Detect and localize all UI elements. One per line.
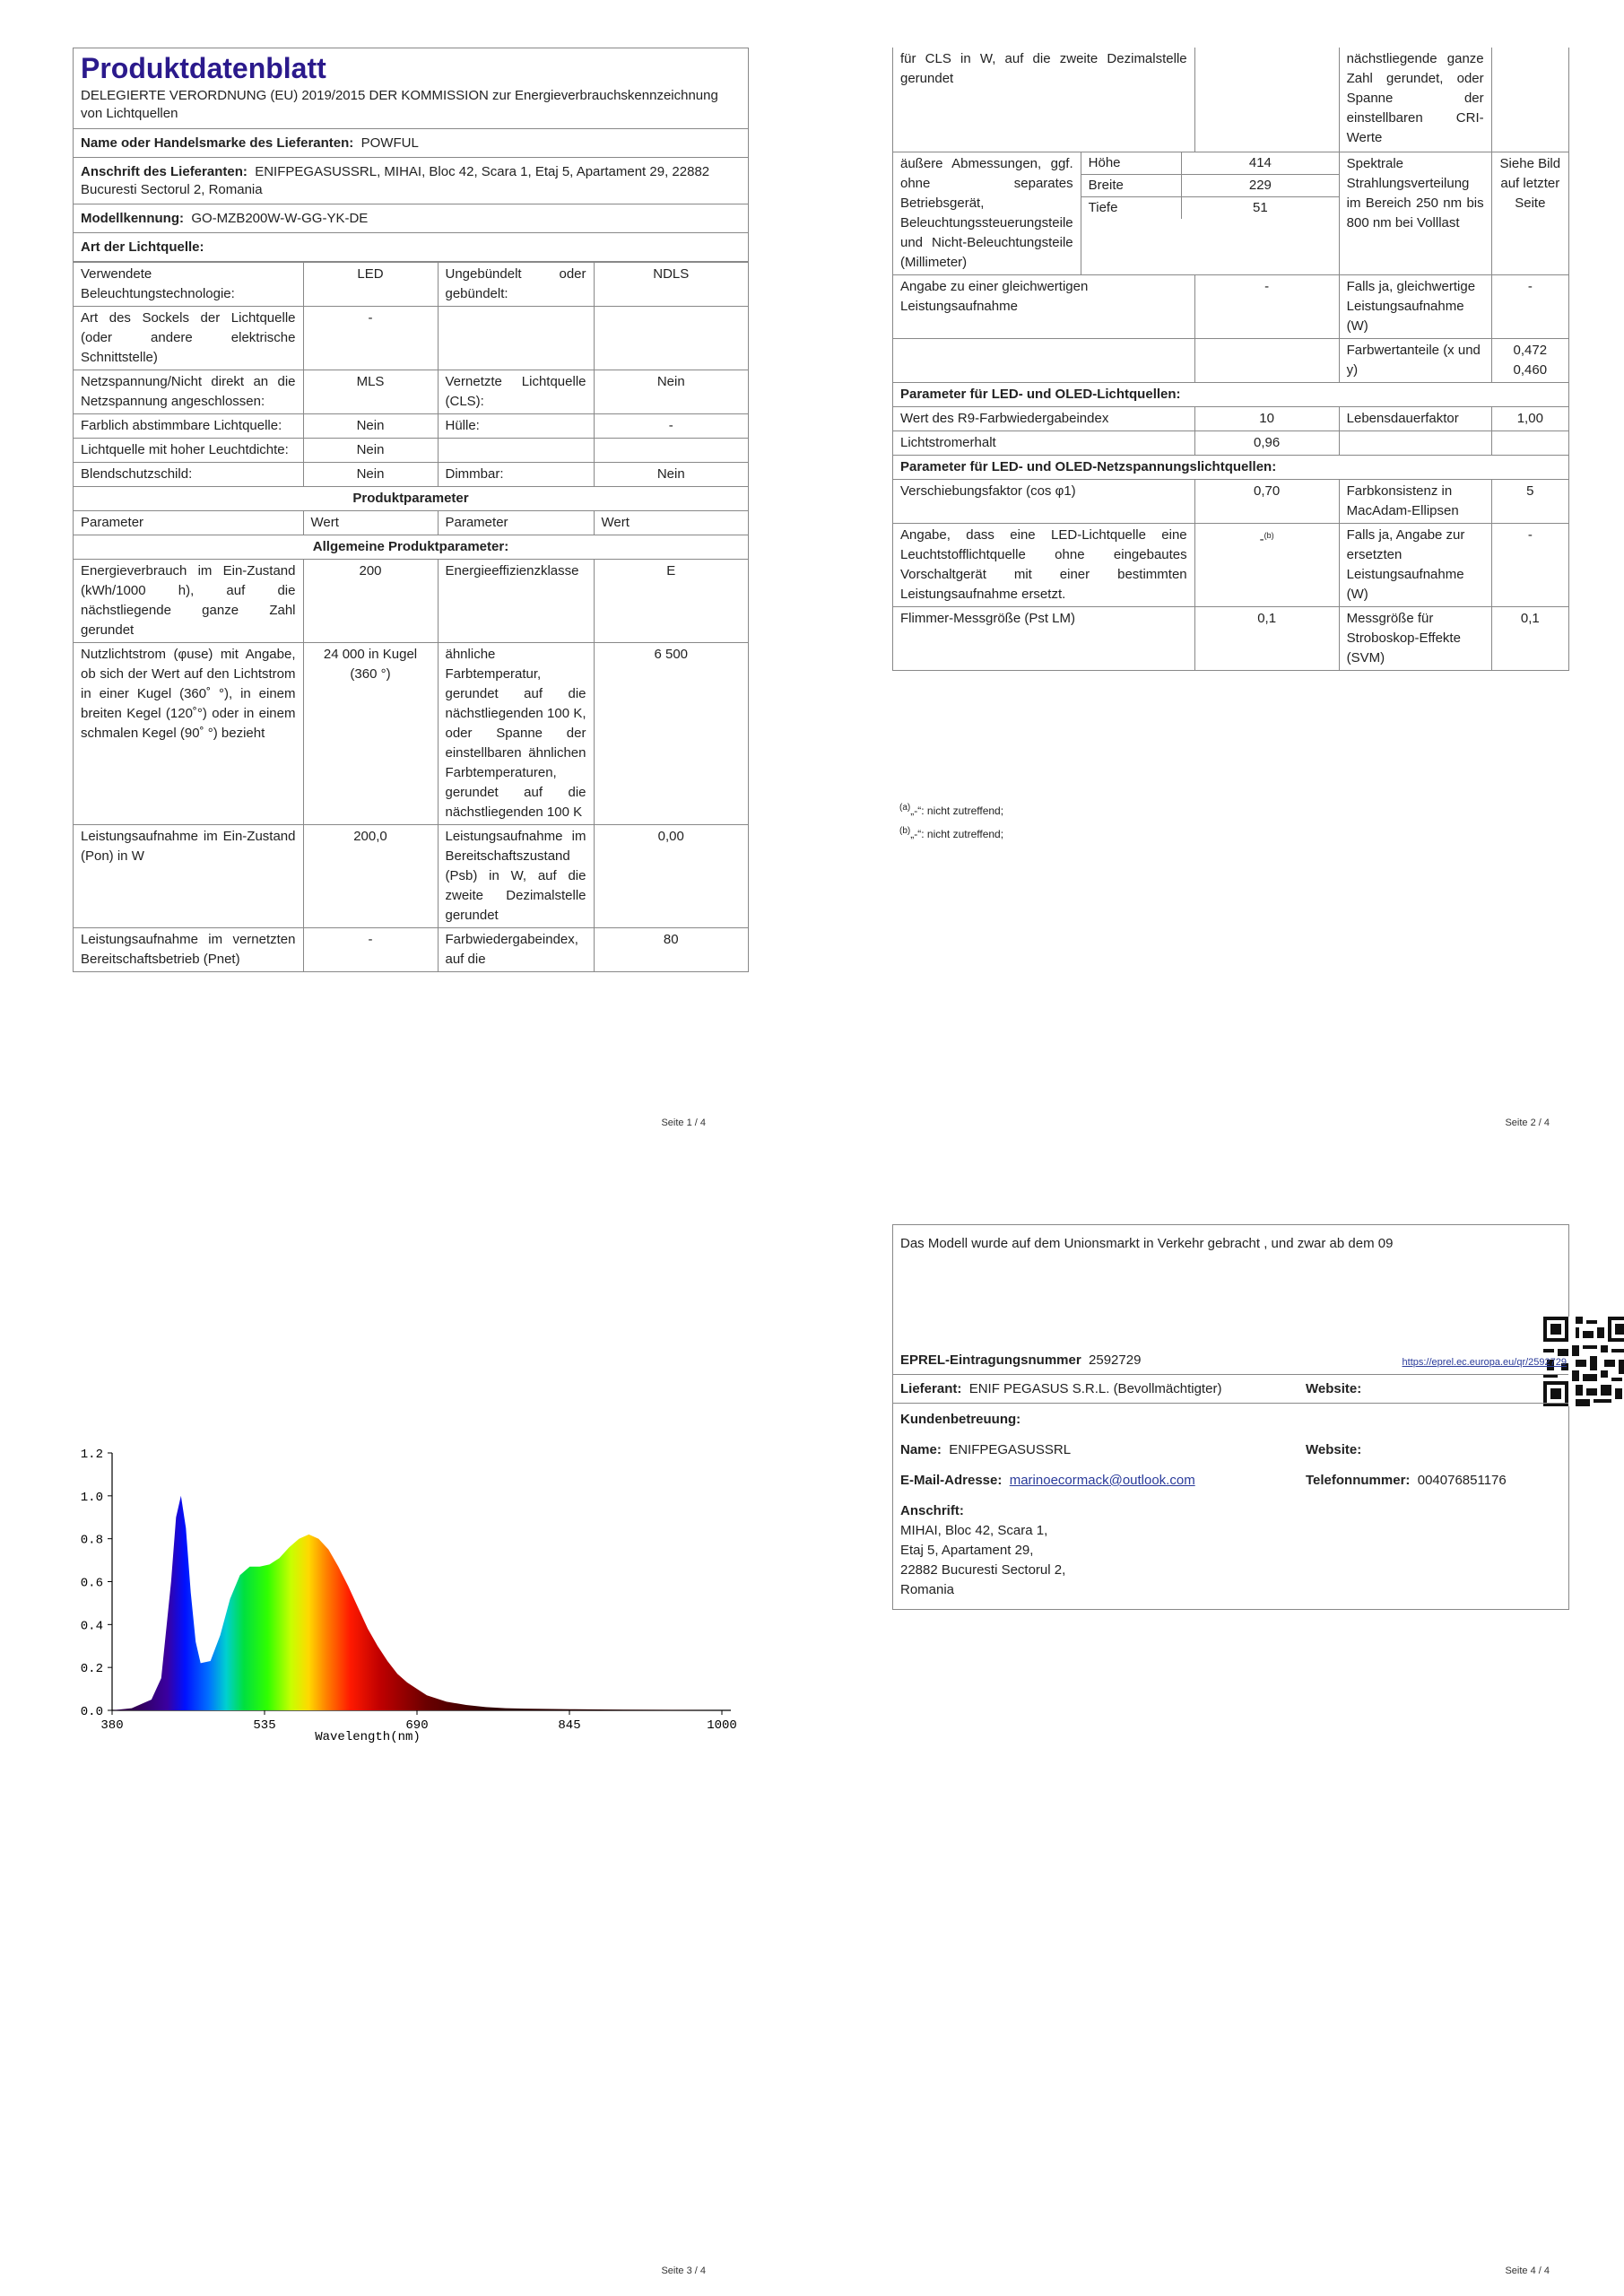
table-cell: Leistungsaufnahme im Ein-Zustand (Pon) in W [74,825,303,928]
table-cell: - [303,928,438,972]
table-cell: 24 000 in Kugel (360 °) [303,643,438,825]
dimension-row [1081,197,1339,220]
market-intro: Das Modell wurde auf dem Unionsmarkt in Verkehr gebracht , und zwar ab dem 09 [900,1236,1394,1251]
footnote-a: $^{(a)}$„-“: nicht zutreffend; [899,803,1004,817]
name-value: ENIFPEGASUSSRL [949,1442,1072,1457]
address-line: Etaj 5, Apartament 29, [900,1543,1034,1558]
spectral-label: Spektrale Strahlungsverteilung im Bereich 250 nm bis 800 nm bei Volllast [1339,152,1491,275]
table-cell: 200,0 [303,825,438,928]
eprel-link[interactable]: https://eprel.ec.europa.eu/qr/2592729 [1402,1357,1567,1368]
table-row [74,928,748,972]
cell: Flimmer-Messgröße (Pst LM) [893,607,1194,671]
table-cell: Blendschutzschild: [74,463,303,487]
chromaticity-x: 0,472 [1513,343,1548,358]
cell: nächstliegende ganze Zahl gerundet, oder Spanne der einstellbaren CRI-Werte [1339,48,1491,152]
x-axis-label: Wavelength(nm) [315,1730,421,1744]
cell: Wert des R9-Farbwiedergabeindex [893,407,1194,431]
cell: 0,96 [1194,431,1339,456]
page-1 [0,0,812,1148]
supplier-value: ENIF PEGASUS S.R.L. (Bevollmächtigter) [968,1381,1222,1396]
support-label: Kundenbetreuung: [900,1412,1021,1427]
table-cell: Nein [303,463,438,487]
supplier-name-value: POWFUL [360,135,419,151]
supplier-address-label: Anschrift des Lieferanten: [81,164,248,179]
y-tick-label: 1.2 [80,1448,103,1462]
table-cell: - [594,414,748,439]
model-value: GO-MZB200W-W-GG-YK-DE [191,211,369,226]
cell [1194,339,1339,383]
spectrum-area [112,1496,722,1710]
x-tick-label: 845 [558,1718,581,1733]
dimensions-cell [1081,152,1339,275]
light-source-type-label: Art der Lichtquelle: [81,239,204,255]
datasheet-box [73,48,749,972]
table-cell [438,439,594,463]
cell: Lebensdauerfaktor [1339,407,1491,431]
product-params-header: Produktparameter [74,487,748,511]
cell: 0,70 [1194,480,1339,524]
table-row [74,307,748,370]
cell: 0,1 [1491,607,1568,671]
cell [1194,48,1339,152]
address-line: 22882 Bucuresti Sectorul 2, [900,1562,1066,1578]
cell: Angabe, dass eine LED-Lichtquelle eine Leuchtstofflichtquelle ohne eingebautes Vorschaltgerät mit einer bestimmten Leistungsaufnahme ersetzt. [893,524,1194,607]
cell: Lichtstromerhalt [893,431,1194,456]
table-cell: E [594,560,748,643]
address-line: Romania [900,1582,955,1597]
email-label: E-Mail-Adresse: [900,1473,1003,1488]
table-cell: Breite [1081,175,1182,197]
cell: Angabe zu einer gleichwertigen Leistungsaufnahme [893,275,1194,339]
y-tick-label: 0.4 [80,1619,103,1634]
supplier-name-field [74,129,748,158]
website-label: Website: [1306,1381,1362,1396]
phone-value: 004076851176 [1417,1473,1507,1488]
table-cell: Nein [594,463,748,487]
mls-params-header: Parameter für LED- und OLED-Netzspannungslichtquellen: [893,456,1568,480]
table-cell: Energieeffizienzklasse [438,560,594,643]
x-tick-label: 380 [100,1718,124,1733]
table-cell: Farbwiedergabeindex, auf die [438,928,594,972]
table-cell: Nein [303,439,438,463]
spectrum-chart [54,1444,753,1776]
datasheet-title: Produktdatenblatt [81,52,326,84]
address-line: MIHAI, Bloc 42, Scara 1, [900,1523,1048,1538]
table-cell: - [303,307,438,370]
cell: Falls ja, Angabe zur ersetzten Leistungsaufnahme (W) [1339,524,1491,607]
table-cell: 6 500 [594,643,748,825]
table-cell: Lichtquelle mit hoher Leuchtdichte: [74,439,303,463]
table-row [74,560,748,643]
table-cell: MLS [303,370,438,414]
website-label-2: Website: [1306,1442,1362,1457]
cell: Falls ja, gleichwertige Leistungsaufnahme (W) [1339,275,1491,339]
light-source-table [74,262,748,972]
table-row [74,370,748,414]
table-cell: 80 [594,928,748,972]
cell: 5 [1491,480,1568,524]
cell [1339,431,1491,456]
table-cell: 229 [1182,175,1339,197]
dimensions-label: äußere Abmessungen, ggf. ohne separates Betriebsgerät, Beleuchtungssteuerungsteile und Nicht-Beleuchtungsteile (Millimeter) [893,152,1081,275]
table-row [74,439,748,463]
table-row [74,643,748,825]
page-3 [0,1148,812,2296]
eprel-number: 2592729 [1089,1352,1142,1368]
table-cell: 51 [1182,197,1339,220]
model-label: Modellkennung: [81,211,184,226]
x-tick-label: 535 [253,1718,276,1733]
table-row [74,825,748,928]
footnote-b: $^{(b)}$„-“: nicht zutreffend; [899,826,1004,840]
eprel-label [900,1351,1141,1370]
page-4 [812,1148,1623,2296]
cell [1491,48,1568,152]
address-label: Anschrift: [900,1503,964,1518]
page-2 [812,0,1623,1148]
page-number: Seite 1 / 4 [661,1118,706,1128]
spectral-value: Siehe Bild auf letzter Seite [1491,152,1568,275]
chromaticity-label: Farbwertanteile (x und y) [1339,339,1491,383]
supplier-field [900,1379,1221,1399]
table-row [74,414,748,439]
page-number: Seite 4 / 4 [1505,2266,1550,2276]
table-cell: Leistungsaufnahme im Bereitschaftszustand (Psb) in W, auf die zweite Dezimalstelle gerundet [438,825,594,928]
table-cell: 0,00 [594,825,748,928]
supplier-address-value: ENIFPEGASUSSRL, MIHAI, Bloc 42, Scara 1, Etaj 5, Apartament 29, 22882 Bucuresti Sectorul 2, Romania [81,164,710,197]
table-cell: Farblich abstimmbare Lichtquelle: [74,414,303,439]
table-cell [594,307,748,370]
x-tick-label: 690 [405,1718,429,1733]
table-cell: Nutzlichtstrom (φuse) mit Angabe, ob sich der Wert auf den Lichtstrom in einer Kugel (360˚ °), in einem breiten Kegel (120˚°) oder in einem schmalen Kegel (90˚ °) bezieht [74,643,303,825]
phone-label: Telefonnummer: [1306,1473,1411,1488]
table-cell: Hülle: [438,414,594,439]
cell: 1,00 [1491,407,1568,431]
email-link[interactable]: marinoecormack@outlook.com [1009,1473,1195,1488]
supplier-address-field [74,158,748,204]
table-cell: Höhe [1081,152,1182,175]
table-cell: Verwendete Beleuchtungstechnologie: [74,263,303,307]
cell: 0,1 [1194,607,1339,671]
chromaticity-y: 0,460 [1513,362,1548,378]
cell: - [1491,524,1568,607]
y-tick-label: 1.0 [80,1490,103,1505]
table-cell: 414 [1182,152,1339,175]
table-row [74,463,748,487]
cell [893,339,1194,383]
footnote-b-text: „-“: nicht zutreffend; [910,828,1004,840]
footnote-a-text: „-“: nicht zutreffend; [910,804,1004,817]
table-cell: Vernetzte Lichtquelle (CLS): [438,370,594,414]
cell-value: - [1259,532,1264,547]
page-number: Seite 2 / 4 [1505,1118,1550,1128]
supplier-name-label: Name oder Handelsmarke des Lieferanten: [81,135,354,151]
table-cell [438,307,594,370]
table-row [74,263,748,307]
table-cell: Art des Sockels der Lichtquelle (oder andere elektrische Schnittstelle) [74,307,303,370]
model-field [74,204,748,233]
y-tick-label: 0.6 [80,1576,103,1591]
table-cell: Leistungsaufnahme im vernetzten Bereitschaftsbetrieb (Pnet) [74,928,303,972]
col-header: Wert [594,511,748,535]
cell: Verschiebungsfaktor (cos φ1) [893,480,1194,524]
y-tick-label: 0.8 [80,1533,103,1548]
y-tick-label: 0.2 [80,1662,103,1677]
phone-field [1306,1471,1507,1491]
y-tick-label: 0.0 [80,1705,103,1719]
col-header: Parameter [438,511,594,535]
table-cell: Nein [303,414,438,439]
table-cell: 200 [303,560,438,643]
name-field [900,1440,1071,1460]
eprel-info-box [892,1224,1569,1610]
name-label: Name: [900,1442,942,1457]
regulation-subtitle: DELEGIERTE VERORDNUNG (EU) 2019/2015 DER KOMMISSION zur Energieverbrauchskennzeichnung von Lichtquellen [74,87,748,129]
table-cell: LED [303,263,438,307]
eprel-label-text: EPREL-Eintragungsnummer [900,1352,1081,1368]
cell: 10 [1194,407,1339,431]
cell: - [1491,275,1568,339]
cell: Farbkonsistenz in MacAdam-Ellipsen [1339,480,1491,524]
table-cell: Nein [594,370,748,414]
table-cell: Tiefe [1081,197,1182,220]
led-params-header: Parameter für LED- und OLED-Lichtquellen: [893,383,1568,407]
light-source-type-field [74,233,748,262]
general-params-header: Allgemeine Produktparameter: [74,535,748,560]
dimension-row [1081,175,1339,197]
table-cell: ähnliche Farbtemperatur, gerundet auf die nächstliegenden 100 K, oder Spanne der einstellbaren ähnlichen Farbtemperaturen, gerundet auf die nächstliegenden 100 K [438,643,594,825]
table-cell [594,439,748,463]
cell: -$^{(b)}$ [1194,524,1339,607]
table-cell: Energieverbrauch im Ein-Zustand (kWh/1000 h), auf die nächstliegende ganze Zahl gerundet [74,560,303,643]
col-header: Parameter [74,511,303,535]
params-table-continued [893,48,1568,671]
x-tick-label: 1000 [707,1718,737,1733]
email-field [900,1471,1195,1491]
table-cell: NDLS [594,263,748,307]
chromaticity-values [1491,339,1568,383]
cell: Messgröße für Stroboskop-Effekte (SVM) [1339,607,1491,671]
table-cell: Ungebündelt oder gebündelt: [438,263,594,307]
cell [1491,431,1568,456]
supplier-label: Lieferant: [900,1381,962,1396]
cell: - [1194,275,1339,339]
page-number: Seite 3 / 4 [661,2266,706,2276]
dimension-row [1081,152,1339,175]
datasheet-continued-box [892,48,1569,671]
table-cell: Dimmbar: [438,463,594,487]
cell: für CLS in W, auf die zweite Dezimalstelle gerundet [893,48,1194,152]
col-header: Wert [303,511,438,535]
table-cell: Netzspannung/Nicht direkt an die Netzspannung angeschlossen: [74,370,303,414]
